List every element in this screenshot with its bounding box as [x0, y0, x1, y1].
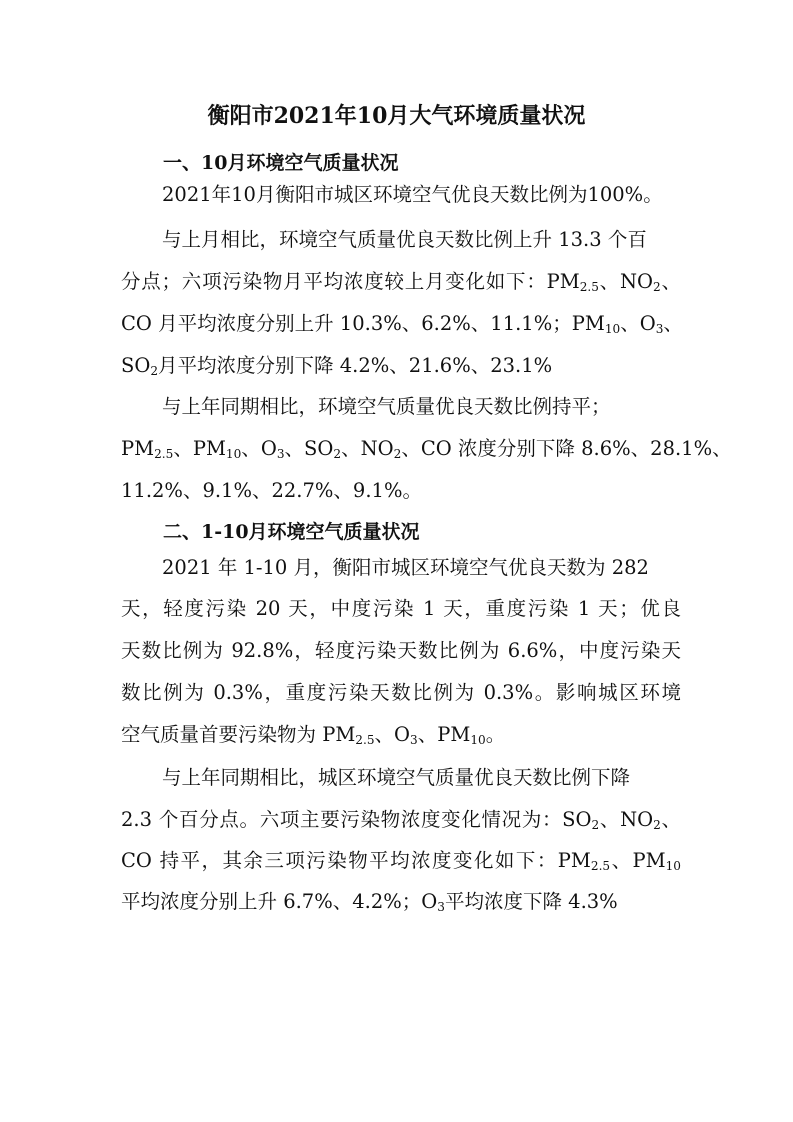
- section2-line-3: 天数比例为 92.8%，轻度污染天数比例为 6.6%，中度污染天: [121, 639, 681, 662]
- section2-line-5: 空气质量首要污染物为 $PM_{2.5}$、$O_3$、$PM_{10}$。: [121, 723, 506, 748]
- section2-heading: 二、1-10月环境空气质量状况: [163, 521, 420, 543]
- section1-line-5: $SO_2$月平均浓度分别下降 4.2%、21.6%、23.1%: [121, 354, 553, 379]
- section2-line-6: 与上年同期相比，城区环境空气质量优良天数比例下降: [162, 766, 631, 789]
- section2-line-8: CO 持平，其余三项污染物平均浓度变化如下：$PM_{2.5}$、$PM_{10}$: [121, 849, 681, 874]
- section1-line-4: CO 月平均浓度分别上升 10.3%、6.2%、11.1%；$PM_{10}$、$O_3$、: [121, 312, 683, 337]
- section1-line-1: 2021年10月衡阳市城区环境空气优良天数比例为100%。: [162, 183, 663, 206]
- section1-line-8: 11.2%、9.1%、22.7%、9.1%。: [121, 479, 422, 502]
- section2-line-2: 天，轻度污染 20 天，中度污染 1 天，重度污染 1 天；优良: [121, 597, 681, 620]
- section1-line-3: 分点；六项污染物月平均浓度较上月变化如下：$PM_{2.5}$、$NO_2$、: [121, 270, 681, 295]
- section1-heading: 一、10月环境空气质量状况: [163, 152, 399, 174]
- section1-line-2: 与上月相比，环境空气质量优良天数比例上升 13.3 个百: [162, 228, 647, 251]
- section1-line-6: 与上年同期相比，环境空气质量优良天数比例持平；: [162, 395, 611, 418]
- section2-line-9: 平均浓度分别上升 6.7%、4.2%；$O_3$平均浓度下降 4.3%: [121, 890, 618, 915]
- document-title: 衡阳市2021年10月大气环境质量状况: [207, 103, 586, 129]
- section1-line-7: $PM_{2.5}$、$PM_{10}$、$O_3$、$SO_2$、$NO_2$、CO 浓度分别下降 8.6%、28.1%、: [121, 437, 732, 462]
- section2-line-7: 2.3 个百分点。六项主要污染物浓度变化情况为：$SO_2$、$NO_2$、: [121, 808, 681, 833]
- section2-line-4: 数比例为 0.3%，重度污染天数比例为 0.3%。影响城区环境: [121, 681, 681, 704]
- section2-line-1: 2021 年 1-10 月，衡阳市城区环境空气优良天数为 282: [162, 556, 649, 579]
